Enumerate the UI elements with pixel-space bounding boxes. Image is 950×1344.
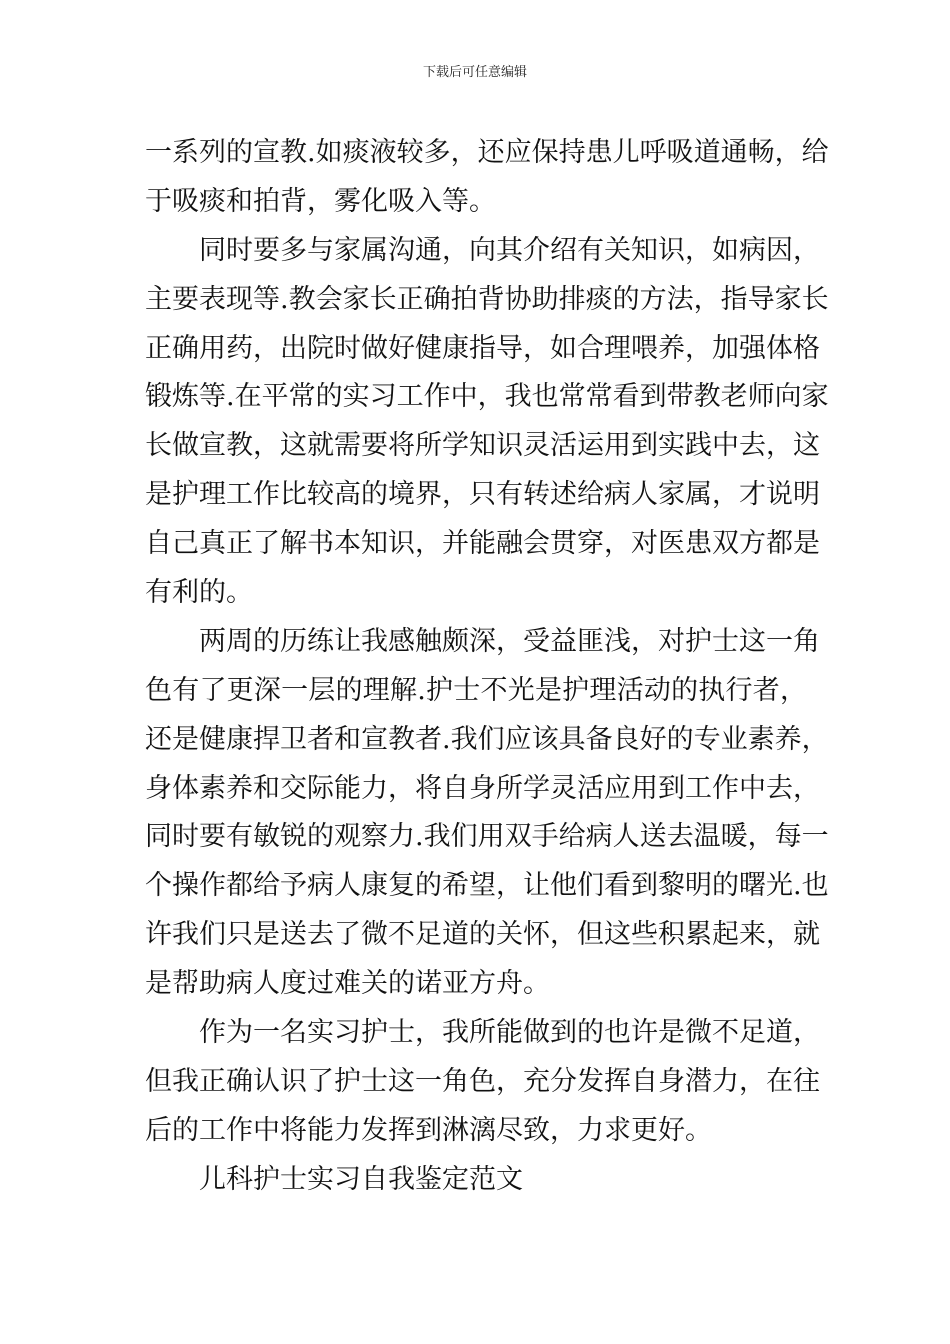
text-line: 同时要多与家属沟通，向其介绍有关知识，如病因， bbox=[199, 234, 820, 266]
text-line: 身体素养和交际能力，将自身所学灵活应用到工作中去， bbox=[145, 772, 820, 804]
text-line: 一系列的宣教.如痰液较多，还应保持患儿呼吸道通畅，给 bbox=[145, 137, 829, 168]
page-header: 下载后可任意编辑 bbox=[422, 65, 527, 80]
text-line: 但我正确认识了护士这一角色，充分发挥自身潜力，在往 bbox=[145, 1065, 820, 1097]
text-line: 色有了更深一层的理解.护士不光是护理活动的执行者， bbox=[145, 674, 807, 706]
text-line: 两周的历练让我感触颇深，受益匪浅，对护士这一角 bbox=[199, 625, 820, 657]
paragraph-4 bbox=[145, 1009, 820, 1156]
paragraph-3 bbox=[145, 618, 829, 1009]
heading-line: 儿科护士实习自我鉴定范文 bbox=[199, 1163, 523, 1195]
paragraph-1 bbox=[145, 129, 829, 227]
paragraph-2 bbox=[145, 227, 829, 618]
text-line: 自己真正了解书本知识，并能融会贯穿，对医患双方都是 bbox=[145, 528, 820, 560]
text-line: 个操作都给予病人康复的希望，让他们看到黎明的曙光.也 bbox=[145, 870, 829, 902]
text-line: 还是健康捍卫者和宣教者.我们应该具备良好的专业素养， bbox=[145, 723, 829, 755]
text-line: 作为一名实习护士，我所能做到的也许是微不足道， bbox=[199, 1017, 820, 1049]
text-line: 许我们只是送去了微不足道的关怀，但这些积累起来，就 bbox=[145, 919, 820, 951]
text-line: 同时要有敏锐的观察力.我们用双手给病人送去温暖，每一 bbox=[145, 821, 829, 853]
document-body bbox=[145, 129, 829, 1205]
text-line: 主要表现等.教会家长正确拍背协助排痰的方法，指导家长 bbox=[145, 283, 829, 315]
text-line: 长做宣教，这就需要将所学知识灵活运用到实践中去，这 bbox=[145, 430, 820, 462]
text-line: 有利的。 bbox=[145, 577, 253, 609]
section-heading bbox=[145, 1156, 807, 1205]
text-line: 是护理工作比较高的境界，只有转述给病人家属，才说明 bbox=[145, 479, 820, 511]
text-line: 于吸痰和拍背，雾化吸入等。 bbox=[145, 185, 496, 217]
text-line: 正确用药，出院时做好健康指导，如合理喂养，加强体格 bbox=[145, 332, 820, 364]
text-line: 后的工作中将能力发挥到淋漓尽致，力求更好。 bbox=[145, 1114, 712, 1146]
text-line: 锻炼等.在平常的实习工作中，我也常常看到带教老师向家 bbox=[145, 381, 829, 413]
text-line: 是帮助病人度过难关的诺亚方舟。 bbox=[145, 968, 550, 1000]
